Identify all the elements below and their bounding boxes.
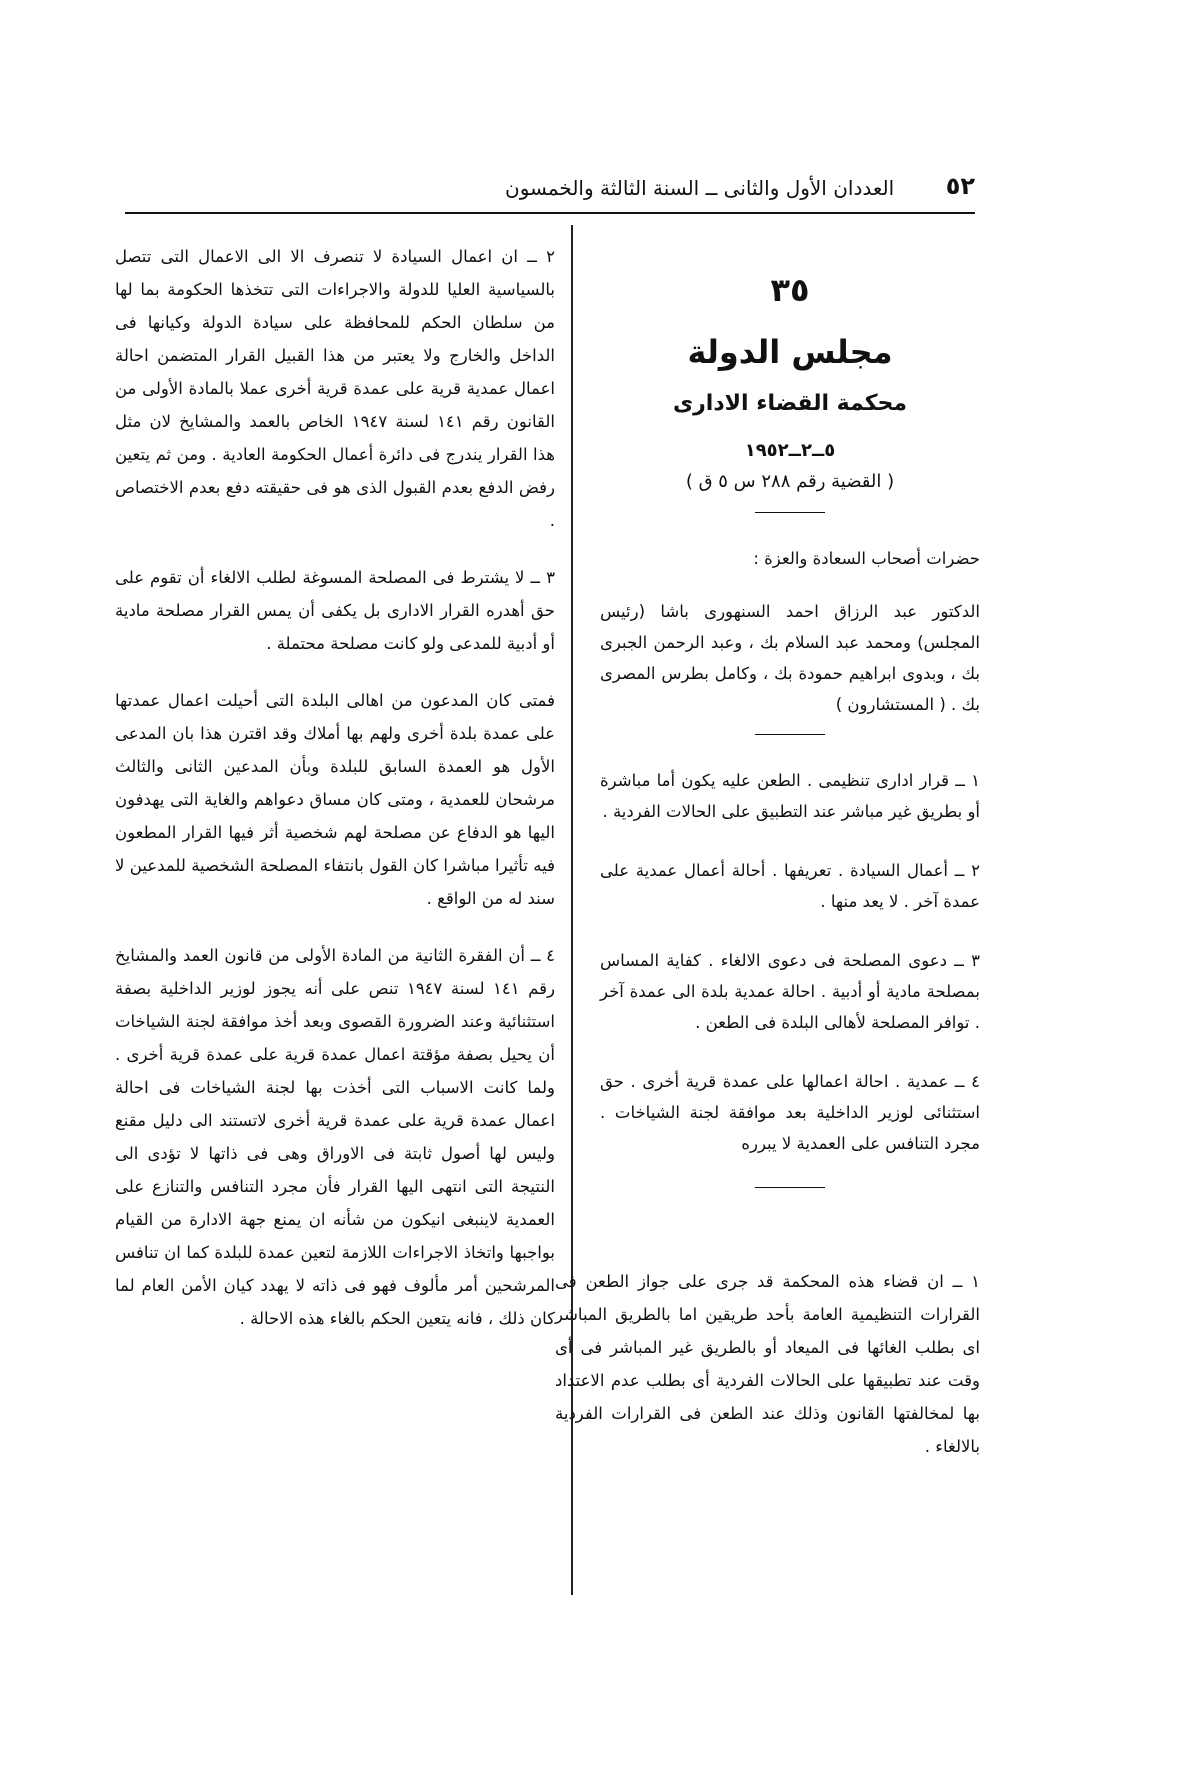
second-column [115,240,555,1359]
summary-item: ٤ ــ عمدية . احالة اعمالها على عمدة قرية أخرى . حق استثنائى لوزير الداخلية بعد موافقة لجنة الشياخات . مجرد التنافس على العمدية لا يبرره [600,1072,980,1153]
ruling-date: ٥ــ٢ــ١٩٥٢ [744,440,836,461]
case-number: ٣٥ [770,271,810,309]
salutation: حضرات أصحاب السعادة والعزة : [753,549,980,568]
ruling-paragraph: ٤ ــ أن الفقرة الثانية من المادة الأولى من قانون العمد والمشايخ رقم ١٤١ لسنة ١٩٤٧ تنص على أنه يجوز لوزير الداخلية بصفة استثنائية وعند الضرورة القصوى وبعد أخذ موافقة لجنة الشياخات أن يحيل بصفة مؤقتة اعمال عمدة قرية على عمدة قرية أخرى . ولما كانت الاسباب التى أخذت بها لجنة الشياخات فى احالة اعمال عمدة قرية على عمدة قرية أخرى لاتستند الى دليل مقنع وليس لها أصول ثابتة فى الاوراق وهى فى ذاتها لا تؤدى الى النتيجة التى انتهى اليها القرار فأن مجرد التنافس والتنازع على العمدية لاينبغى انيكون من شأنه ان يمنع جهة الادارة من القيام بواجبها واتخاذ الاجراءات اللازمة لتعين عمدة للبلدة كما ان تنافس المرشحين أمر مألوف فهو فى ذاته لا يهدد كيان الأمن العام لما كان ذلك ، فانه يتعين الحكم بالغاء هذه الاحالة . [115,946,555,1328]
summary-item: ٣ ــ دعوى المصلحة فى دعوى الالغاء . كفاية المساس بمصلحة مادية أو أدبية . احالة عمدية بلدة الى عمدة آخر . توافر المصلحة لأهالى البلدة فى الطعن . [600,951,980,1032]
ruling-paragraph: ٣ ــ لا يشترط فى المصلحة المسوغة لطلب الالغاء أن تقوم على حق أهدره القرار الادارى بل يكفى أن يمس القرار مصلحة مادية أو أدبية للمدعى ولو كانت مصلحة محتملة . [115,568,555,653]
first-column [600,270,980,1218]
section-rule [755,734,825,735]
case-reference: ( القضية رقم ٢٨٨ س ٥ ق ) [685,471,895,492]
section-rule [755,1187,825,1188]
court-title: محكمة القضاء الادارى [672,391,908,416]
section-rule [755,512,825,513]
header-rule [125,212,975,214]
ruling-paragraph: فمتى كان المدعون من اهالى البلدة التى أحيلت اعمال عمدتها على عمدة بلدة أخرى ولهم بها أملاك وقد اقترن هذا بان المدعى الأول هو العمدة السابق للبلدة وبأن المدعين الثانى والثالث مرشحان للعمدية ، ومتى كان مساق دعواهم والغاية التى يهدفون اليها هو الدفاع عن مصلحة لهم شخصية أثر فيها القرار المطعون فيه تأثيرا مباشرا كان القول بانتفاء المصلحة الشخصية للمدعين لا سند له من الواقع . [115,691,555,908]
ruling-paragraph: ٢ ــ ان اعمال السيادة لا تنصرف الا الى الاعمال التى تتصل بالسياسية العليا للدولة والاجراءات التى تتخذها الحكومة بما لها من سلطان الحكم للمحافظة على سيادة الدولة وكيانها فى الداخل والخارج ولا يعتبر من هذا القبيل القرار المتضمن احالة اعمال عمدية قرية على عمدة قرية أخرى عملا بالمادة الأولى من القانون رقم ١٤١ لسنة ١٩٤٧ الخاص بالعمد والمشايخ لان مثل هذا القرار يندرج فى دائرة أعمال الحكومة العادية . ومن ثم يتعين رفض الدفع بعدم القبول الذى هو فى حقيقته دفع بعدم الاختصاص . [115,247,556,530]
council-title: مجلس الدولة [687,333,893,371]
ruling-paragraph: ١ ــ ان قضاء هذه المحكمة قد جرى على جواز الطعن فى القرارات التنظيمية العامة بأحد طريقين اما بالطريق المباشر اى بطلب الغائها فى الميعاد أو بالطريق غير المباشر فى أى وقت عند تطبيقها على الحالات الفردية أى بطلب عدم الاعتداد بها لمخالفتها القانون وذلك عند الطعن فى القرارات الفردية بالالغاء . [555,1272,980,1456]
page-number: ٥٢ [945,172,975,200]
page-header [125,170,975,214]
panel-members: الدكتور عبد الرزاق احمد السنهورى باشا (رئيس المجلس) ومحمد عبد السلام بك ، وعبد الرحمن الجبرى بك ، وبدوى ابراهيم حمودة بك ، وكامل بطرس المصرى بك . ( المستشارون ) [600,602,980,714]
running-header-title: العددان الأول والثانى ــ السنة الثالثة والخمسون [505,176,895,200]
summary-item: ٢ ــ أعمال السيادة . تعريفها . أحالة أعمال عمدية على عمدة آخر . لا يعد منها . [600,861,980,911]
summary-item: ١ ــ قرار ادارى تنظيمى . الطعن عليه يكون أما مباشرة أو بطريق غير مباشر عند التطبيق على الحالات الفردية . [600,771,980,821]
